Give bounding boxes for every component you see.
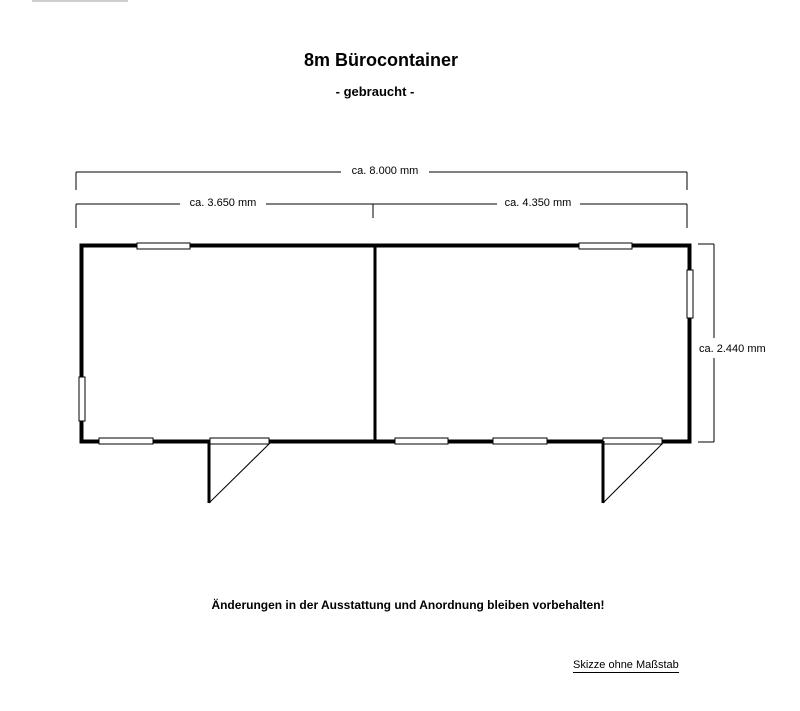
window-bottom-3 — [493, 438, 547, 444]
door-right — [603, 438, 663, 503]
disclaimer-notice: Änderungen in der Ausstattung und Anordnung bleiben vorbehalten! — [211, 598, 605, 612]
container-outline — [82, 246, 690, 442]
total-length-dimension — [76, 165, 687, 190]
page-title: 8m Bürocontainer — [303, 50, 459, 70]
total-length-label: ca. 8.000 mm — [351, 165, 419, 177]
window-left-wall — [79, 377, 85, 421]
window-top-left — [137, 243, 190, 249]
width-label: ca. 2.440 mm — [699, 343, 766, 355]
page-subtitle: - gebraucht - — [335, 84, 415, 99]
left-room-length-label: ca. 3.650 mm — [189, 197, 257, 209]
scale-note: Skizze ohne Maßstab — [573, 659, 679, 671]
window-bottom-2 — [395, 438, 448, 444]
window-bottom-1 — [99, 438, 153, 444]
room-length-dimensions — [76, 197, 687, 228]
width-dimension — [698, 244, 766, 442]
window-right-wall — [687, 270, 693, 318]
door-left — [209, 438, 270, 503]
window-top-right — [579, 243, 632, 249]
right-room-length-label: ca. 4.350 mm — [504, 197, 572, 209]
